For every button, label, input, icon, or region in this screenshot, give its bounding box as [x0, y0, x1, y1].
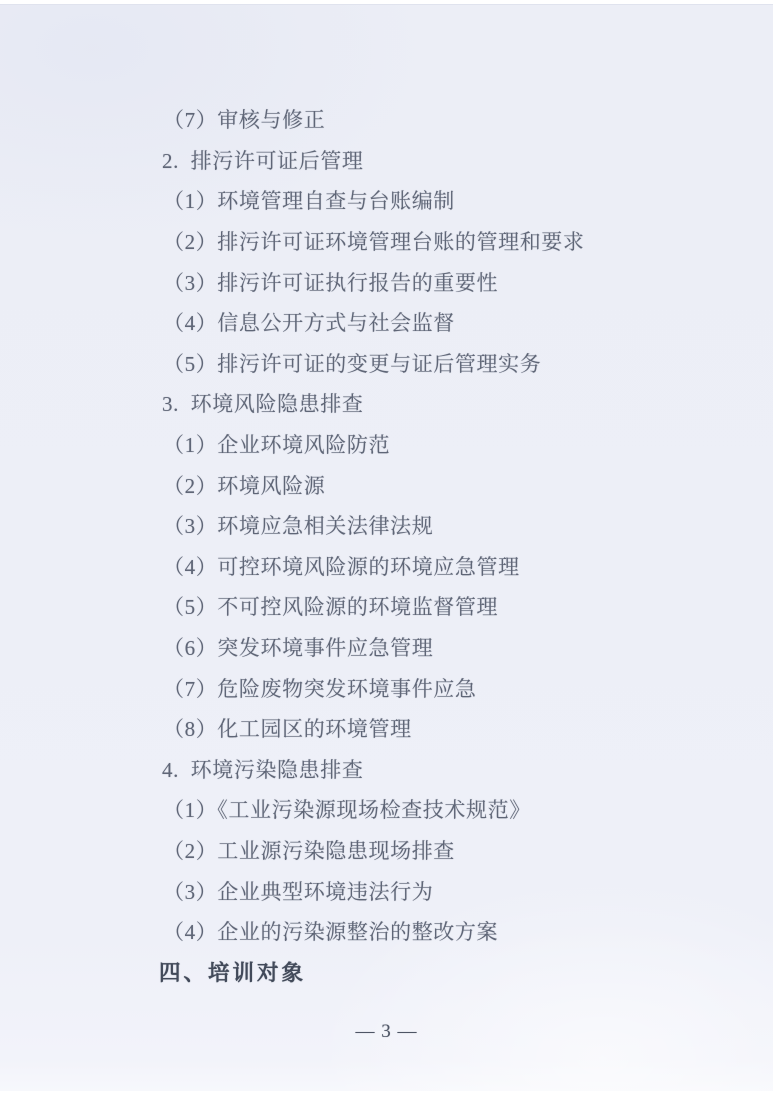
list-item: （4）可控环境风险源的环境应急管理: [163, 554, 520, 579]
list-item: （2）工业源污染隐患现场排查: [163, 838, 455, 863]
document-page: [0, 4, 773, 1091]
list-item: （5）排污许可证的变更与证后管理实务: [163, 351, 542, 376]
list-item: （2）排污许可证环境管理台账的管理和要求: [163, 230, 585, 255]
list-item: （1）《工业污染源现场检查技术规范》: [163, 798, 531, 823]
list-item: （2）环境风险源: [163, 473, 326, 498]
numbered-subsection: 3. 环境风险隐患排查: [162, 392, 364, 417]
page-number: — 3 —: [355, 1021, 418, 1042]
section-heading: 四、培训对象: [159, 961, 307, 986]
list-item: （1）环境管理自查与台账编制: [163, 189, 455, 214]
list-item: （3）企业典型环境违法行为: [163, 879, 434, 904]
numbered-subsection: 4. 环境污染隐患排查: [162, 757, 364, 782]
list-item: （5）不可控风险源的环境监督管理: [163, 595, 499, 620]
list-item: （3）排污许可证执行报告的重要性: [163, 270, 499, 295]
list-item: （3）环境应急相关法律法规: [163, 514, 434, 539]
list-item: （8）化工园区的环境管理: [163, 717, 412, 742]
list-item: （1）企业环境风险防范: [163, 433, 391, 458]
numbered-subsection: 2. 排污许可证后管理: [162, 148, 364, 173]
list-item: （4）企业的污染源整治的整改方案: [163, 920, 499, 945]
list-item: （4）信息公开方式与社会监督: [163, 311, 455, 336]
list-item: （7）审核与修正: [163, 108, 326, 133]
document-content: [0, 99, 773, 992]
list-item: （6）突发环境事件应急管理: [163, 636, 434, 661]
page-footer: [0, 1021, 773, 1043]
list-item: （7）危险废物突发环境事件应急: [163, 676, 477, 701]
